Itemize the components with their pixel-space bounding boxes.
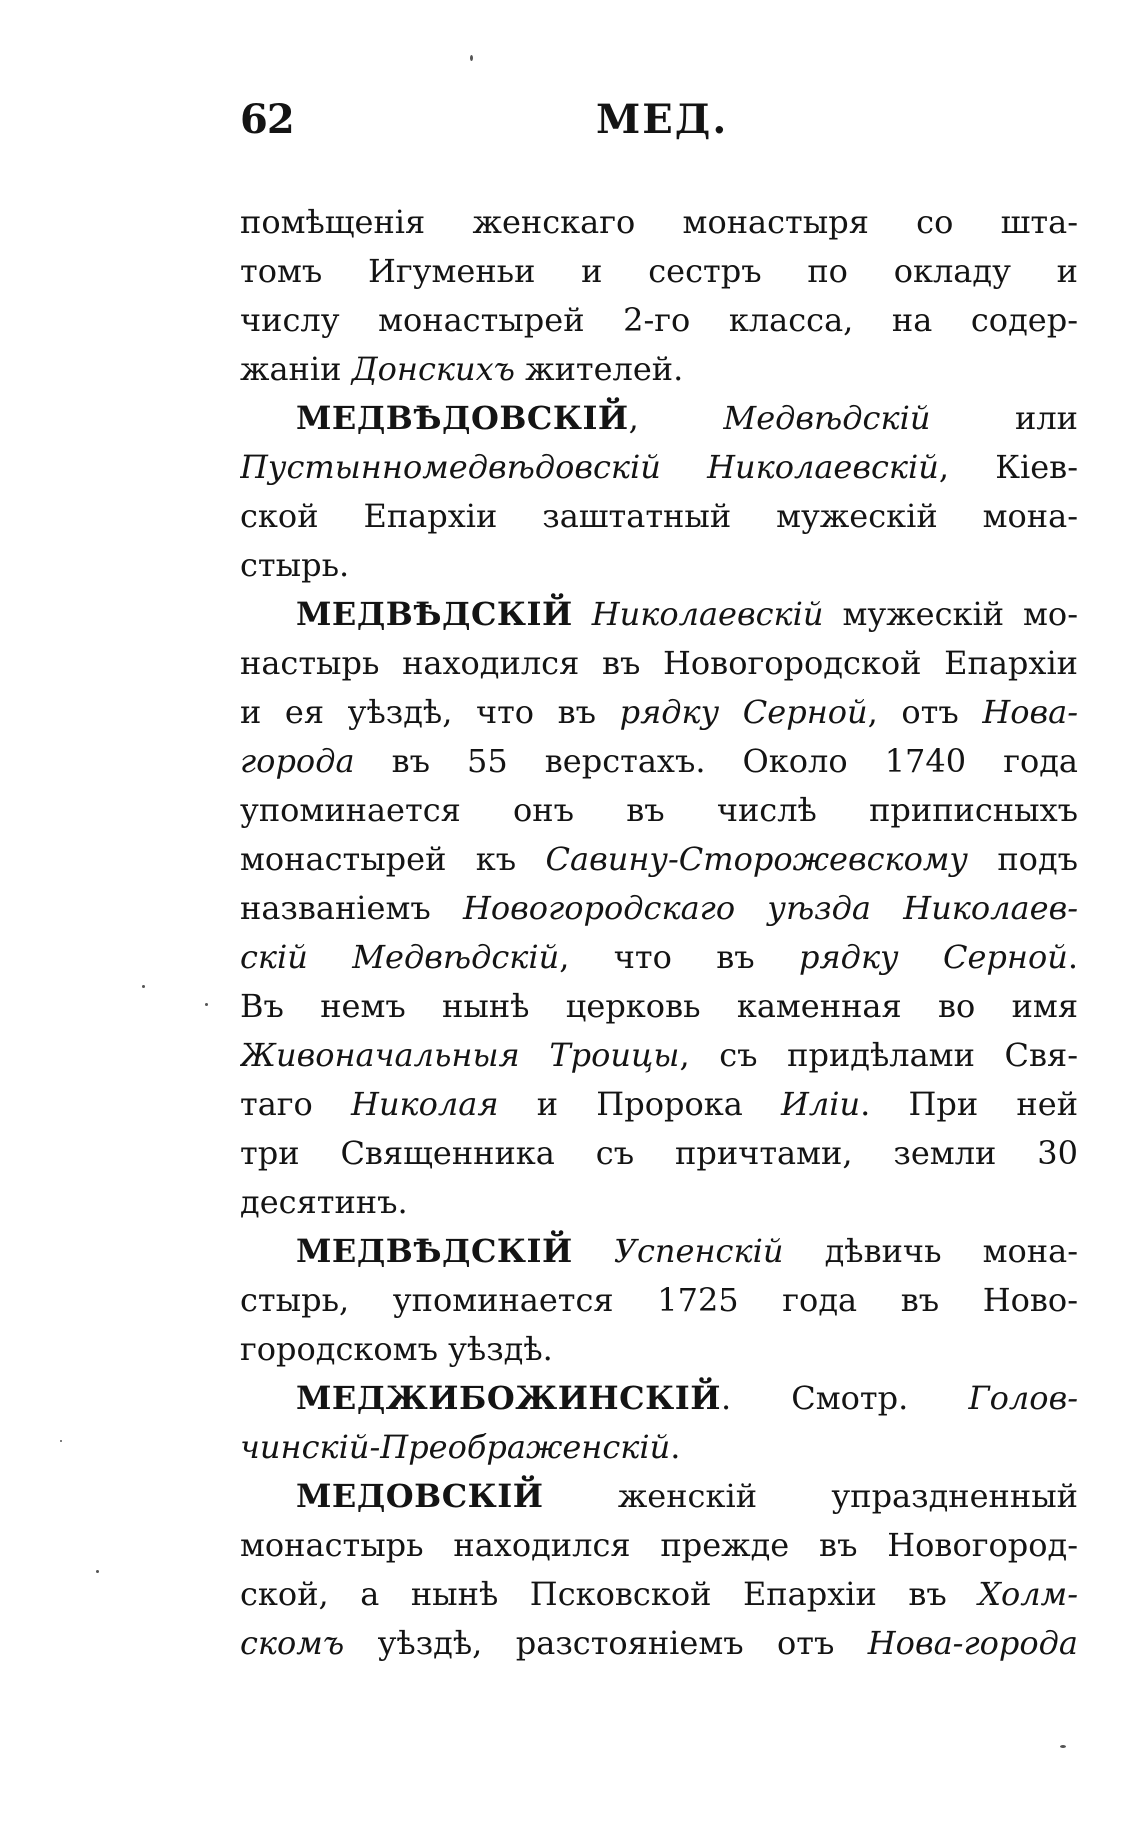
text-line <box>240 786 1078 835</box>
italic-run: Нова-города <box>867 1624 1078 1662</box>
text-run: жаніи <box>240 350 352 388</box>
text-run: , <box>628 399 724 437</box>
text-line <box>240 982 1078 1031</box>
italic-run: Медвѣдскій <box>723 399 931 437</box>
scan-speck <box>470 55 473 61</box>
text-run: стырь, упоминается 1725 года въ Ново- <box>240 1281 1078 1319</box>
italic-run: Холм- <box>978 1575 1078 1613</box>
text-line <box>240 1570 1078 1619</box>
italic-run: Николая <box>351 1085 499 1123</box>
text-line <box>240 835 1078 884</box>
text-line <box>240 1080 1078 1129</box>
entry-headword: МЕДЖИБОЖИНСКІЙ <box>296 1379 721 1417</box>
entry-line <box>240 590 1078 639</box>
text-run: . <box>670 1428 681 1466</box>
text-run: таго <box>240 1085 352 1123</box>
text-run <box>573 1232 614 1270</box>
entry-headword: МЕДВѢДОВСКІЙ <box>296 399 629 437</box>
italic-run: Иліи <box>781 1085 861 1123</box>
text-run: Въ немъ нынѣ церковь каменная во имя <box>240 987 1078 1025</box>
text-run: монастырей къ <box>240 840 546 878</box>
text-run: ской Епархіи заштатный мужескій мона- <box>240 497 1078 535</box>
text-run: , отъ <box>867 693 983 731</box>
page-number: 62 <box>240 96 294 143</box>
text-line <box>240 1423 1078 1472</box>
italic-run: Пустынномедвѣдовскій Николаевскій <box>240 448 939 486</box>
body-text <box>240 198 1078 1668</box>
text-run: въ 55 верстахъ. Около 1740 года <box>354 742 1078 780</box>
entry-line <box>240 1472 1078 1521</box>
text-line <box>240 247 1078 296</box>
text-run: дѣвичь мона- <box>783 1232 1078 1270</box>
text-line <box>240 541 1078 590</box>
text-run: . При ней <box>860 1085 1078 1123</box>
text-line <box>240 296 1078 345</box>
text-line <box>240 345 1078 394</box>
italic-run: Нова- <box>982 693 1078 731</box>
text-run: . Смотр. <box>720 1379 969 1417</box>
text-line <box>240 688 1078 737</box>
text-line <box>240 737 1078 786</box>
text-run: или <box>930 399 1078 437</box>
entry-line <box>240 394 1078 443</box>
italic-run: скій Медвѣдскій <box>240 938 560 976</box>
italic-run: города <box>240 742 355 780</box>
italic-run: Николаевскій <box>591 595 824 633</box>
text-line <box>240 1129 1078 1178</box>
text-run: женскій упраздненный <box>543 1477 1078 1515</box>
text-line <box>240 443 1078 492</box>
text-run: упоминается онъ въ числѣ приписныхъ <box>240 791 1078 829</box>
italic-run: рядку Серной <box>619 693 868 731</box>
entry-headword: МЕДОВСКІЙ <box>296 1477 544 1515</box>
text-line <box>240 933 1078 982</box>
text-run: , что въ <box>559 938 799 976</box>
text-line <box>240 492 1078 541</box>
text-run <box>573 595 592 633</box>
text-line <box>240 884 1078 933</box>
scan-speck <box>1060 1745 1066 1748</box>
text-run: жителей. <box>514 350 684 388</box>
page-header <box>240 96 1100 156</box>
text-run: помѣщенія женскаго монастыря со шта- <box>240 203 1078 241</box>
italic-run: Успенскій <box>613 1232 784 1270</box>
text-run: десятинъ. <box>240 1183 408 1221</box>
italic-run: Живоначальныя Троицы <box>240 1036 680 1074</box>
text-run: . <box>1067 938 1078 976</box>
text-run: настырь находился въ Новогородской Епархіи <box>240 644 1078 682</box>
scan-speck <box>60 1440 62 1442</box>
entry-line <box>240 1374 1078 1423</box>
text-line <box>240 1031 1078 1080</box>
text-run: ской, а нынѣ Псковской Епархіи въ <box>240 1575 979 1613</box>
italic-run: Новогородскаго уѣзда Николаев- <box>463 889 1078 927</box>
scan-speck <box>142 985 145 988</box>
text-run: городскомъ уѣздѣ. <box>240 1330 553 1368</box>
entry-headword: МЕДВѢДСКІЙ <box>296 1232 573 1270</box>
text-run: мужескій мо- <box>823 595 1078 633</box>
text-line <box>240 1276 1078 1325</box>
text-run: томъ Игуменьи и сестръ по окладу и <box>240 252 1078 290</box>
text-run: числу монастырей 2-го класса, на содер- <box>240 301 1078 339</box>
text-run: и Пророка <box>498 1085 781 1123</box>
text-run: подъ <box>967 840 1078 878</box>
text-run: три Священника съ причтами, земли 30 <box>240 1134 1078 1172</box>
italic-run: рядку Серной <box>798 938 1068 976</box>
italic-run: Донскихъ <box>351 350 515 388</box>
italic-run: чинскій-Преображенскій <box>240 1428 671 1466</box>
text-line <box>240 1521 1078 1570</box>
running-head: МЕД. <box>596 96 729 143</box>
text-line <box>240 1619 1078 1668</box>
entry-headword: МЕДВѢДСКІЙ <box>296 595 573 633</box>
text-run: названіемъ <box>240 889 463 927</box>
italic-run: скомъ <box>240 1624 345 1662</box>
text-run: и ея уѣздѣ, что въ <box>240 693 620 731</box>
text-run: , съ придѣлами Свя- <box>679 1036 1078 1074</box>
text-line <box>240 1325 1078 1374</box>
text-run: , Кіев- <box>938 448 1078 486</box>
text-line <box>240 1178 1078 1227</box>
text-run: монастырь находился прежде въ Новогород- <box>240 1526 1078 1564</box>
scan-speck <box>205 1003 208 1006</box>
italic-run: Савину-Сторожевскому <box>545 840 968 878</box>
text-run: стырь. <box>240 546 350 584</box>
entry-line <box>240 1227 1078 1276</box>
italic-run: Голов- <box>968 1379 1078 1417</box>
text-line <box>240 639 1078 688</box>
text-line <box>240 198 1078 247</box>
text-run: уѣздѣ, разстояніемъ отъ <box>344 1624 868 1662</box>
scan-speck <box>96 1570 99 1573</box>
